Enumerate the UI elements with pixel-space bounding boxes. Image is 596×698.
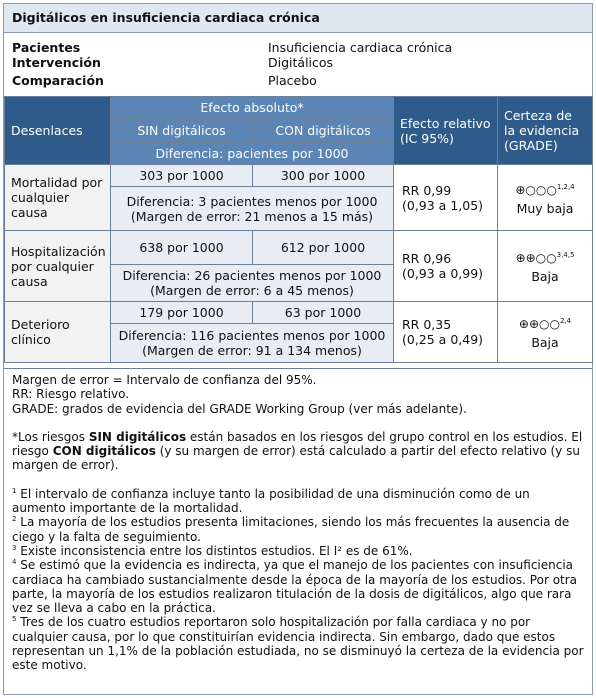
relative-effect (394, 165, 498, 231)
outcome-name: Mortalidad por cualquier causa (5, 165, 111, 231)
certainty-label: Baja (531, 335, 559, 350)
difference-cell (111, 324, 394, 363)
pico-label: Pacientes (12, 40, 81, 55)
header-without: SIN digitálicos (111, 119, 253, 143)
abbrev-note: Margen de error = Intervalo de confianza del 95%. (12, 373, 317, 387)
header-outcomes: Desenlaces (5, 97, 111, 165)
header-difference: Diferencia: pacientes por 1000 (111, 143, 394, 165)
pico-section (4, 34, 592, 96)
difference-cell (111, 187, 394, 231)
table-row (5, 165, 593, 187)
grade-symbols-icon: ⊕⊕○○$^{3,4,5}$ (515, 251, 575, 265)
header-certainty: Certeza de la evidencia (GRADE) (498, 97, 593, 165)
notes-section (4, 368, 592, 694)
margin-text: (Margen de error: 21 menos a 15 más) (130, 208, 374, 224)
table-row (5, 231, 593, 265)
footnote: $^5$ Tres de los cuatro estudios reportaron solo hospitalización por falla cardiaca y no por cualquier causa, por lo que constituirían evidencia indirecta. Sin embargo, dado que estos representan un 1,1% de la población estudiada, no se disminuyó la certeza de la evidencia por este motivo. (12, 615, 584, 673)
certainty-label: Muy baja (516, 200, 574, 216)
footnote: $^2$ La mayoría de los estudios presenta limitaciones, siendo los más frecuentes la ausencia de ciego y la falta de seguimiento. (12, 515, 570, 544)
risk-without: 303 por 1000 (111, 165, 253, 187)
difference-text: Diferencia: 116 pacientes menos por 1000 (118, 328, 386, 343)
risk-without: 638 por 1000 (111, 231, 253, 265)
pico-row-intervention (12, 55, 334, 70)
footnote-refs: 1,2,4 (556, 182, 575, 191)
confidence-interval: (0,25 a 0,49) (402, 332, 484, 347)
relative-risk: RR 0,96 (402, 251, 452, 266)
header-relative-effect: Efecto relativo (IC 95%) (394, 97, 498, 165)
relative-effect (394, 231, 498, 302)
confidence-interval: (0,93 a 1,05) (402, 197, 484, 213)
certainty-label: Baja (531, 269, 559, 284)
risk-without: 179 por 1000 (111, 302, 253, 324)
relative-risk: RR 0,35 (402, 317, 452, 332)
footnote: $^3$ Existe inconsistencia entre los distintos estudios. El I² es de 61%. (12, 543, 413, 558)
certainty (498, 302, 593, 363)
footnote-refs: 3,4,5 (556, 251, 575, 259)
margin-text: (Margen de error: 91 a 134 menos) (142, 343, 362, 358)
difference-text: Diferencia: 26 pacientes menos por 1000 (122, 268, 382, 283)
confidence-interval: (0,93 a 0,99) (402, 266, 484, 281)
abbrev-note: RR: Riesgo relativo. (12, 387, 130, 402)
pico-label: Comparación (12, 73, 104, 88)
findings-table (4, 96, 593, 363)
pico-label: Intervención (12, 55, 101, 70)
difference-cell (111, 265, 394, 302)
certainty (498, 165, 593, 231)
margin-text: (Margen de error: 6 a 45 menos) (150, 283, 354, 298)
pico-value: Placebo (268, 73, 317, 88)
relative-effect (394, 302, 498, 363)
relative-risk: RR 0,99 (402, 182, 452, 198)
abbrev-note: GRADE: grados de evidencia del GRADE Working Group (ver más adelante). (12, 401, 467, 416)
star-note: *Los riesgos SIN digitálicos están basados en los riesgos del grupo control en los estudios. El riesgo CON digitálicos (y su margen de error) está calculado a partir del efecto relativo (y su margen de error). (12, 429, 583, 473)
header-absolute-effect: Efecto absoluto* (111, 97, 394, 119)
pico-row-patients (12, 40, 453, 55)
difference-text: Diferencia: 3 pacientes menos por 1000 (126, 193, 378, 209)
table-row (5, 302, 593, 324)
pico-value: Insuficiencia cardiaca crónica (268, 40, 453, 55)
card-title: Digitálicos en insuficiencia cardiaca crónica (4, 4, 592, 33)
footnote: $^4$ Se estimó que la evidencia es indirecta, ya que el manejo de los pacientes con insuficiencia cardiaca ha cambiado sustancialmente desde la época de la mayoría de los estudios. Por otra parte, la mayoría de los estudios realizaron titulación de la dosis de digitálicos, algo que rara vez se lleva a cabo en la práctica. (12, 558, 578, 616)
footnote: $^1$ El intervalo de confianza incluye tanto la posibilidad de una disminución como de un aumento importante de la mortalidad. (12, 486, 530, 516)
pico-value: Digitálicos (268, 55, 334, 70)
grade-symbols-icon: ⊕○○○$^{1,2,4}$ (515, 182, 575, 197)
risk-with: 612 por 1000 (253, 231, 394, 265)
grade-symbols-icon: ⊕⊕○○$^{2,4}$ (518, 317, 572, 331)
risk-with: 63 por 1000 (253, 302, 394, 324)
outcome-name: Deterioro clínico (5, 302, 111, 363)
outcome-name: Hospitalización por cualquier causa (5, 231, 111, 302)
certainty (498, 231, 593, 302)
header-with: CON digitálicos (253, 119, 394, 143)
risk-with: 300 por 1000 (253, 165, 394, 187)
footnote-refs: 2,4 (559, 317, 572, 325)
summary-of-findings-card (3, 3, 593, 695)
pico-row-comparison (12, 73, 317, 88)
